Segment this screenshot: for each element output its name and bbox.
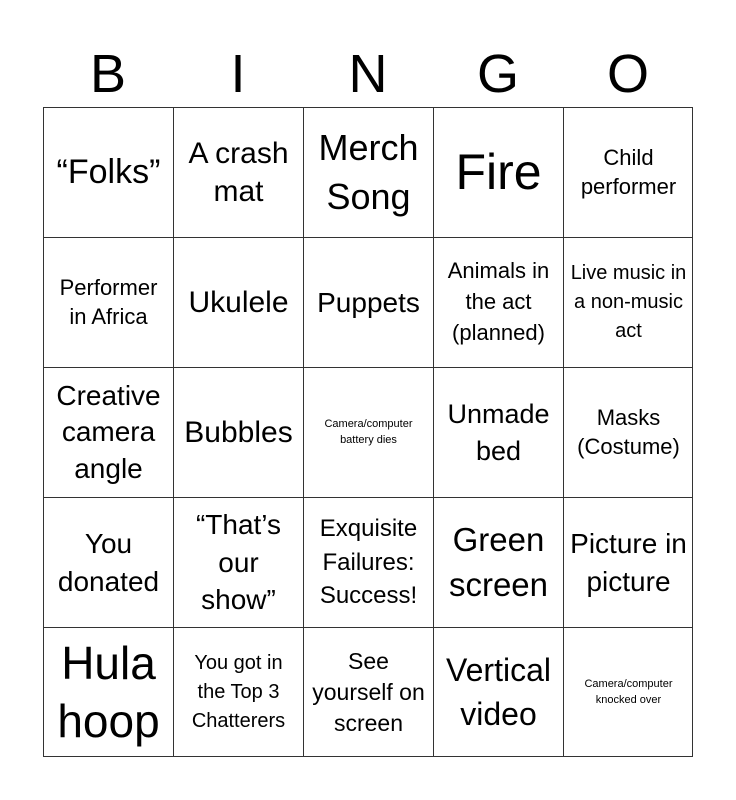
bingo-grid bbox=[43, 107, 693, 757]
bingo-cell-text: Ukulele bbox=[188, 285, 289, 319]
bingo-cell[interactable] bbox=[173, 237, 303, 367]
header-letter-b: B bbox=[89, 44, 127, 104]
bingo-cell-text: Green screen bbox=[448, 520, 549, 603]
header-letter-g: G bbox=[476, 44, 519, 104]
bingo-cell-text: Vertical video bbox=[446, 652, 551, 732]
bingo-cell[interactable] bbox=[173, 627, 303, 757]
bingo-cell-text: “Folks” bbox=[56, 152, 161, 191]
bingo-cell[interactable] bbox=[563, 367, 693, 497]
bingo-header bbox=[43, 40, 693, 108]
bingo-cell[interactable] bbox=[563, 107, 693, 237]
bingo-cell-text: Camera/computer knocked over bbox=[584, 677, 673, 706]
bingo-cell-text: “That’s our show” bbox=[195, 508, 282, 616]
bingo-cell[interactable] bbox=[303, 367, 433, 497]
bingo-cell-text: Bubbles bbox=[184, 415, 293, 449]
bingo-cell-text: Puppets bbox=[317, 286, 420, 318]
bingo-cell-text: Unmade bed bbox=[447, 399, 550, 466]
bingo-cell[interactable] bbox=[303, 497, 433, 627]
bingo-cell[interactable] bbox=[173, 497, 303, 627]
bingo-cell[interactable] bbox=[173, 367, 303, 497]
bingo-cell[interactable] bbox=[563, 237, 693, 367]
bingo-cell-text: Live music in a non-music act bbox=[570, 262, 687, 342]
bingo-cell-text: Child performer bbox=[580, 144, 677, 199]
bingo-cell-text: You got in the Top 3 Chatterers bbox=[191, 652, 286, 732]
bingo-cell-text: Masks (Costume) bbox=[577, 404, 680, 459]
bingo-cell-text: Fire bbox=[455, 143, 542, 200]
bingo-cell[interactable] bbox=[433, 497, 563, 627]
bingo-cell[interactable] bbox=[303, 107, 433, 237]
bingo-cell-text: See yourself on screen bbox=[312, 647, 425, 737]
header-letter-n: N bbox=[348, 44, 388, 104]
bingo-cell-text: Performer in Africa bbox=[59, 274, 158, 329]
bingo-cell[interactable] bbox=[433, 237, 563, 367]
bingo-cell-text: You donated bbox=[57, 527, 160, 597]
header-letter-o: O bbox=[606, 44, 649, 104]
bingo-cell-text: Camera/computer battery dies bbox=[324, 418, 413, 446]
bingo-cell[interactable] bbox=[43, 367, 173, 497]
bingo-cell[interactable] bbox=[303, 627, 433, 757]
bingo-cell-text: Hula hoop bbox=[57, 637, 160, 747]
bingo-cell[interactable] bbox=[43, 107, 173, 237]
bingo-cell-text: Creative camera angle bbox=[56, 379, 161, 484]
bingo-cell[interactable] bbox=[433, 367, 563, 497]
bingo-cell[interactable] bbox=[43, 627, 173, 757]
bingo-cell-text: Animals in the act (planned) bbox=[447, 258, 550, 345]
bingo-cell[interactable] bbox=[433, 107, 563, 237]
bingo-cell-text: Merch Song bbox=[318, 126, 419, 217]
bingo-cell[interactable] bbox=[563, 627, 693, 757]
bingo-cell-text: Picture in picture bbox=[570, 527, 687, 597]
bingo-cell[interactable] bbox=[173, 107, 303, 237]
bingo-cell[interactable] bbox=[433, 627, 563, 757]
bingo-cell[interactable] bbox=[303, 237, 433, 367]
bingo-cell[interactable] bbox=[43, 237, 173, 367]
bingo-cell-text: A crash mat bbox=[188, 137, 289, 208]
bingo-cell-text: Exquisite Failures: Success! bbox=[319, 515, 418, 610]
header-letter-i: I bbox=[230, 44, 246, 104]
bingo-cell[interactable] bbox=[563, 497, 693, 627]
bingo-cell[interactable] bbox=[43, 497, 173, 627]
